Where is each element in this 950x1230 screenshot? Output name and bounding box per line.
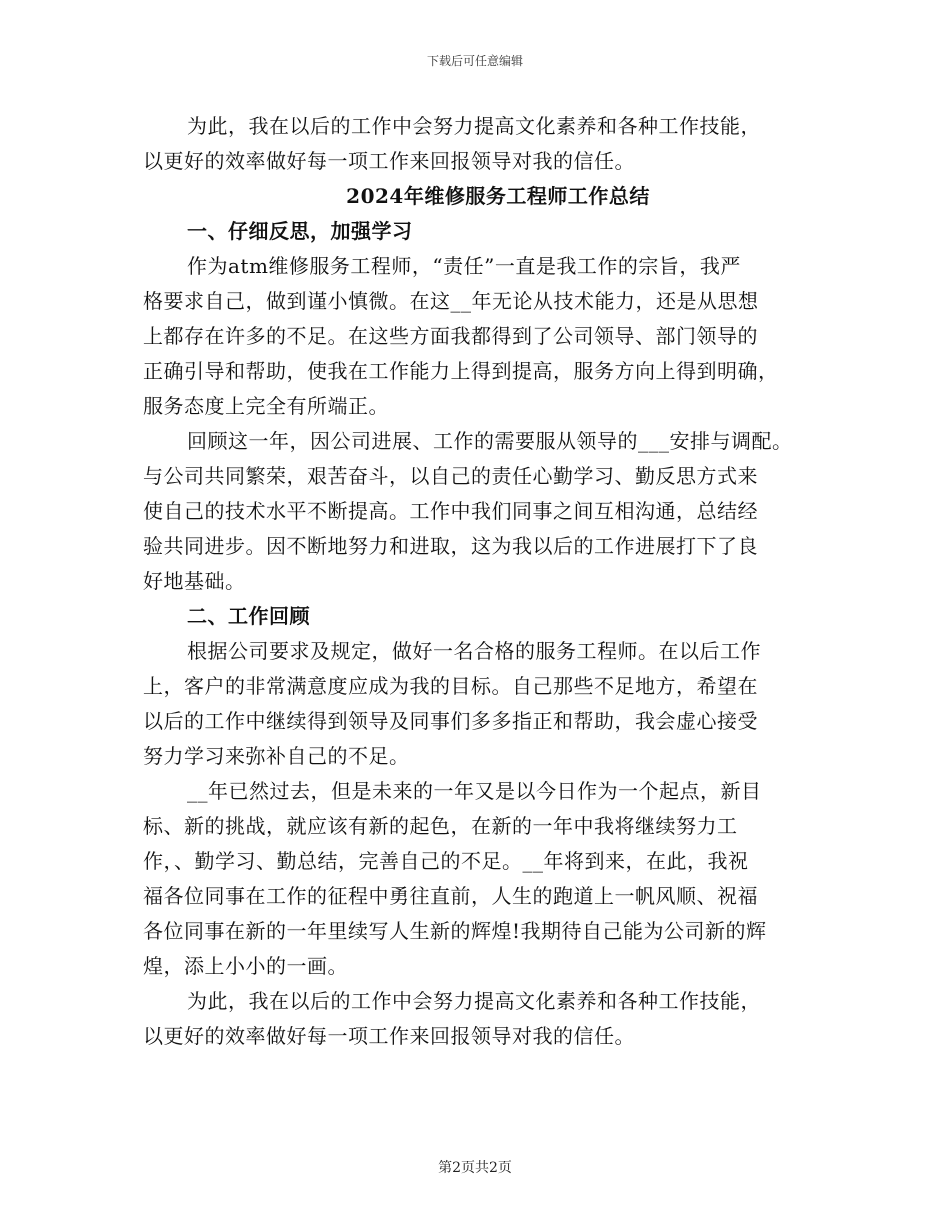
paragraph-line: 上都存在许多的不足。在这些方面我都得到了公司领导、部门领导的 [143, 324, 758, 348]
paragraph-first-line: __年已然过去，但是未来的一年又是以今日作为一个起点，新目 [187, 779, 762, 803]
paragraph-line: 以更好的效率做好每一项工作来回报领导对我的信任。 [143, 149, 635, 173]
paragraph-first-line: 回顾这一年，因公司进展、工作的需要服从领导的___安排与调配。 [187, 429, 793, 453]
paragraph-line: 作，、勤学习、勤总结，完善自己的不足。__年将到来，在此，我祝 [143, 849, 749, 873]
page-header: 下载后可任意编辑 [426, 54, 523, 68]
paragraph-line: 上，客户的非常满意度应成为我的目标。自己那些不足地方，希望在 [143, 674, 758, 698]
paragraph-line: 以后的工作中继续得到领导及同事们多多指正和帮助，我会虚心接受 [143, 709, 758, 733]
paragraph-line: 验共同进步。因不断地努力和进取，这为我以后的工作进展打下了良 [143, 534, 758, 558]
section-heading: 一、仔细反思，加强学习 [187, 219, 413, 243]
paragraph-line: 好地基础。 [143, 569, 246, 593]
paragraph-first-line: 为此，我在以后的工作中会努力提高文化素养和各种工作技能， [187, 989, 761, 1013]
document-title: 2024年维修服务工程师工作总结 [346, 184, 650, 208]
paragraph-line: 以更好的效率做好每一项工作来回报领导对我的信任。 [143, 1024, 635, 1048]
page-footer: 第2页共2页 [438, 1160, 512, 1176]
paragraph-first-line: 作为atm维修服务工程师，“责任”一直是我工作的宗旨，我严 [187, 254, 741, 278]
paragraph-line: 格要求自己，做到谨小慎微。在这__年无论从技术能力，还是从思想 [143, 289, 759, 313]
paragraph-line: 标、新的挑战，就应该有新的起色，在新的一年中我将继续努力工 [143, 814, 738, 838]
paragraph-first-line: 为此，我在以后的工作中会努力提高文化素养和各种工作技能， [187, 114, 761, 138]
paragraph-line: 正确引导和帮助，使我在工作能力上得到提高，服务方向上得到明确， [143, 359, 779, 383]
paragraph-line: 福各位同事在工作的征程中勇往直前，人生的跑道上一帆风顺、祝福 [143, 884, 758, 908]
paragraph-first-line: 根据公司要求及规定，做好一名合格的服务工程师。在以后工作 [187, 639, 761, 663]
paragraph-line: 各位同事在新的一年里续写人生新的辉煌!我期待自己能为公司新的辉 [143, 919, 767, 943]
paragraph-line: 服务态度上完全有所端正。 [143, 394, 389, 418]
paragraph-line: 努力学习来弥补自己的不足。 [143, 744, 410, 768]
paragraph-line: 与公司共同繁荣，艰苦奋斗，以自己的责任心勤学习、勤反思方式来 [143, 464, 758, 488]
document-body [143, 109, 833, 1054]
paragraph-line: 使自己的技术水平不断提高。工作中我们同事之间互相沟通，总结经 [143, 499, 758, 523]
paragraph-line: 煌，添上小小的一画。 [143, 954, 348, 978]
section-heading: 二、工作回顾 [187, 604, 310, 628]
